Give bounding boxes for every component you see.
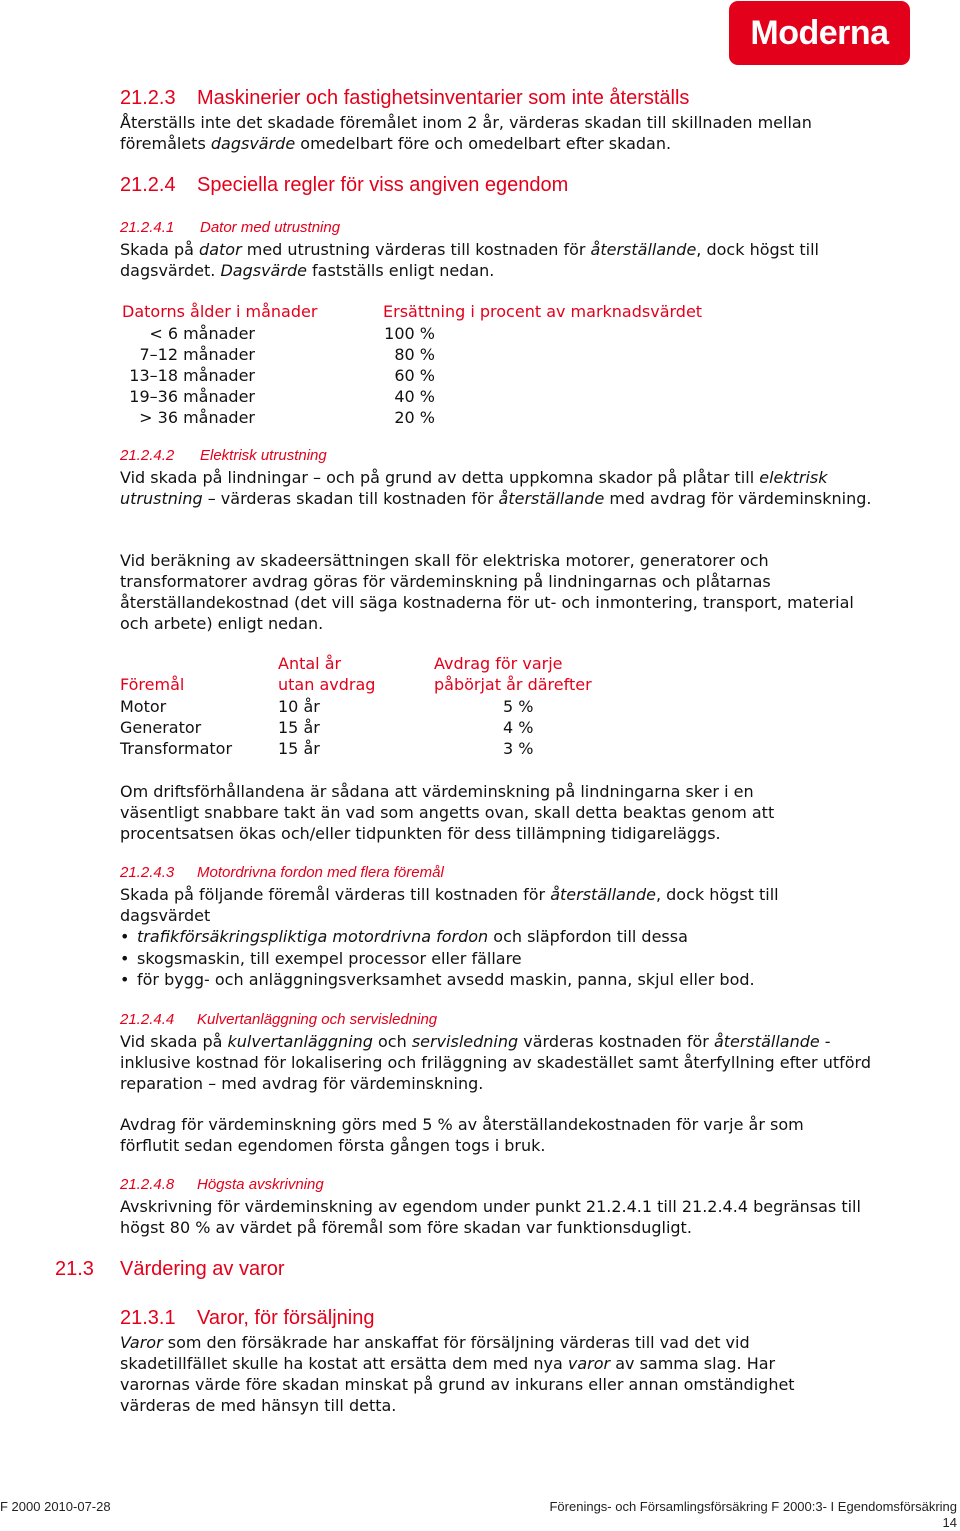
text: och <box>372 1032 412 1051</box>
text: Skada på följande föremål värderas till kostnaden för <box>120 885 551 904</box>
text-italic: trafikförsäkringspliktiga motordrivna fordon <box>137 927 489 946</box>
list-item <box>120 926 755 948</box>
text: omedelbart före och omedelbart efter skadan. <box>295 134 672 153</box>
section-title: Motordrivna fordon med flera föremål <box>197 864 444 881</box>
item-cell: Motor <box>120 697 167 716</box>
section-number: 21.2.4.2 <box>120 447 175 464</box>
text: , dock högst till dagsvärdet <box>120 885 779 925</box>
paragraph-21-2-4-4 <box>120 1031 875 1094</box>
text-italic: dagsvärde <box>210 134 296 153</box>
heading-21-3-1 <box>120 1307 375 1330</box>
years-cell: 10 år <box>278 697 320 716</box>
list-item: • skogsmaskin, till exempel processor eller fällare <box>120 948 755 970</box>
text-italic: återställande <box>550 885 656 904</box>
paragraph-avdrag: Avdrag för värdeminskning görs med 5 % av återställandekostnaden för varje år som förflutit sedan egendomen första gången togs i bruk. <box>120 1115 804 1155</box>
text: fastställs enligt nedan. <box>306 261 495 280</box>
section-number: 21.2.4.8 <box>120 1176 175 1193</box>
section-title: Värdering av varor <box>120 1258 285 1280</box>
paragraph-21-2-4-8: Avskrivning för värdeminskning av egendom under punkt 21.2.4.1 till 21.2.4.4 begränsas till högst 80 % av värdet på föremål som före skadan var funktionsdugligt. <box>120 1197 861 1237</box>
deprec-header-years-1: Antal år <box>278 654 342 673</box>
section-number: 21.2.4.4 <box>120 1011 175 1028</box>
logo-text: Moderna <box>750 13 889 52</box>
text: värderas kostnaden för <box>518 1032 714 1051</box>
text: , dock högst till dagsvärdet. <box>120 240 819 280</box>
years-cell: 15 år <box>278 718 320 737</box>
moderna-logo <box>729 1 910 65</box>
section-number: 21.2.4 <box>120 174 176 196</box>
text-italic: återställande <box>713 1032 820 1051</box>
section-number: 21.2.4.1 <box>120 219 175 236</box>
text: som den försäkrade har anskaffat för försäljning värderas till vad det vid skadetillfället skulle ha kostat att ersätta dem med nya <box>120 1333 750 1373</box>
pct-cell: 80 % <box>394 345 435 364</box>
section-title: Kulvertanläggning och servisledning <box>197 1011 438 1028</box>
paragraph-21-2-4-3 <box>120 884 840 926</box>
text: och släpfordon till dessa <box>488 927 688 946</box>
age-table-pct-column <box>375 323 435 428</box>
section-number: 21.2.3 <box>120 87 176 109</box>
section-title: Speciella regler för viss angiven egendom <box>197 174 569 196</box>
rate-cell: 5 % <box>503 697 534 716</box>
heading-21-2-4-8 <box>120 1176 324 1193</box>
text: med avdrag för värdeminskning. <box>604 489 872 508</box>
text-italic: kulvertanläggning <box>227 1032 373 1051</box>
item-cell: Generator <box>120 718 202 737</box>
age-cell: > 36 månader <box>139 408 255 427</box>
text-italic: elektrisk utrustning <box>120 468 828 508</box>
section-title: Varor, för försäljning <box>197 1307 375 1329</box>
deprec-header-rate-1: Avdrag för varje <box>434 654 563 673</box>
age-cell: < 6 månader <box>149 324 255 343</box>
text: Vid skada på <box>120 1032 228 1051</box>
footer-date: F 2000 2010-07-28 <box>0 1499 111 1514</box>
text-italic: servisledning <box>411 1032 519 1051</box>
age-cell: 19–36 månader <box>129 387 255 406</box>
paragraph-21-2-4-2 <box>120 467 880 509</box>
paragraph-21-2-3 <box>120 112 880 154</box>
section-title: Högsta avskrivning <box>197 1176 324 1193</box>
rate-cell: 4 % <box>503 718 534 737</box>
pct-cell: 20 % <box>394 408 435 427</box>
text: av samma slag. Har varornas värde före skadan minskat på grund av inkurans eller annan omständighet värderas de med hänsyn till detta. <box>120 1354 795 1415</box>
text-italic: återställande <box>590 240 697 259</box>
paragraph-skadeersattning: Vid beräkning av skadeersättningen skall för elektriska motorer, generatorer och transformatorer avdrag göras för värdeminskning på lindningarnas och plåtarnas återställandekostnad (det vill säga kostnaderna för ut- och inmontering, transport, material och arbete) enligt nedan. <box>120 551 854 633</box>
vehicle-list <box>120 926 755 991</box>
age-cell: 7–12 månader <box>139 345 255 364</box>
heading-21-2-3 <box>120 87 689 110</box>
section-number: 21.2.4.3 <box>120 864 175 881</box>
item-cell: Transformator <box>120 739 233 758</box>
deprec-header-rate-2: påbörjat år därefter <box>434 675 592 694</box>
text: – värderas skadan till kostnaden för <box>202 489 499 508</box>
section-number: 21.3.1 <box>120 1307 176 1329</box>
age-table-header-pct: Ersättning i procent av marknadsvärdet <box>383 302 703 321</box>
text: Återställs inte det skadade föremålet inom 2 år, värderas skadan till skillnaden mellan föremålets <box>120 113 812 153</box>
age-table-header-age: Datorns ålder i månader <box>122 302 318 321</box>
text-italic: varor <box>567 1354 611 1373</box>
heading-21-2-4-4 <box>120 1011 437 1028</box>
pct-cell: 60 % <box>394 366 435 385</box>
age-table-age-column <box>120 323 255 428</box>
deprec-item-column <box>120 696 232 759</box>
deprec-rate-column <box>503 696 533 759</box>
pct-cell: 40 % <box>394 387 435 406</box>
text-italic: återställande <box>498 489 605 508</box>
rate-cell: 3 % <box>503 739 534 758</box>
section-number: 21.3 <box>55 1258 94 1280</box>
text-italic: Dagsvärde <box>220 261 307 280</box>
heading-21-2-4-1 <box>120 219 340 236</box>
section-title: Dator med utrustning <box>200 219 341 236</box>
text-italic: dator <box>199 240 242 259</box>
text: med utrustning värderas till kostnaden för <box>241 240 591 259</box>
text: Vid skada på lindningar – och på grund av detta uppkomna skador på plåtar till <box>120 468 760 487</box>
section-title: Elektrisk utrustning <box>200 447 327 464</box>
paragraph-21-2-4-1 <box>120 239 880 281</box>
list-item: • för bygg- och anläggningsverksamhet avsedd maskin, panna, skjul eller bod. <box>120 969 755 991</box>
deprec-header-item: Föremål <box>120 675 185 694</box>
pct-cell: 100 % <box>384 324 435 343</box>
years-cell: 15 år <box>278 739 320 758</box>
paragraph-21-3-1 <box>120 1332 840 1416</box>
heading-21-2-4-3 <box>120 864 444 881</box>
paragraph-driftsforhallanden: Om driftsförhållandena är sådana att värdeminskning på lindningarna sker i en väsentligt snabbare takt än vad som angetts ovan, skall detta beaktas genom att procentsatsen ökas och/eller tidpunkten för dess tillämpning tidigareläggs. <box>120 782 775 843</box>
age-cell: 13–18 månader <box>129 366 255 385</box>
page-number: 14 <box>942 1515 957 1530</box>
heading-21-2-4-2 <box>120 447 327 464</box>
text: Skada på <box>120 240 200 259</box>
text: - inklusive kostnad för lokalisering och friläggning av skadestället samt återfyllning efter utförd reparation – med avdrag för värdeminskning. <box>120 1032 872 1093</box>
text-italic: Varor <box>120 1333 163 1352</box>
footer-title: Förenings- och Församlingsförsäkring F 2000:3- I Egendomsförsäkring <box>549 1499 957 1514</box>
heading-21-3 <box>55 1258 285 1281</box>
deprec-header-years-2: utan avdrag <box>278 675 376 694</box>
section-title: Maskinerier och fastighetsinventarier som inte återställs <box>197 87 690 109</box>
deprec-years-column <box>278 696 320 759</box>
heading-21-2-4 <box>120 174 568 197</box>
